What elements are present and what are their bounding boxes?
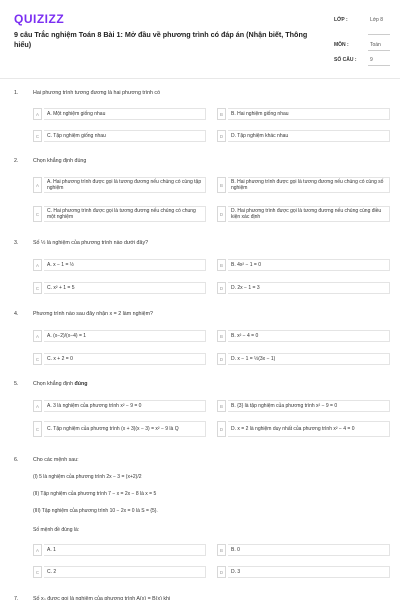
meta-value: Lớp 8 (370, 17, 384, 23)
page-header (0, 0, 400, 78)
quizizz-logo: QUIZIZZ (14, 12, 65, 26)
question-number: 6. (14, 457, 19, 463)
divider (368, 50, 390, 51)
meta-value: 9 (370, 57, 373, 63)
question-text: Cho các mệnh sau: (33, 457, 79, 463)
statement: (III) Tập nghiệm của phương trình 10 − 2x = 0 là S = {5}. (33, 508, 158, 514)
divider (368, 34, 390, 35)
statement: (I) 5 là nghiệm của phương trình 2x − 3 = (x+2)/2 (33, 474, 142, 480)
question-number: 7. (14, 596, 19, 600)
question-number: 3. (14, 240, 19, 246)
question-text: Số x₀ được gọi là nghiệm của phương trình A(x) = B(x) khi (33, 596, 171, 600)
question-text: Chọn khẳng định đúng (33, 381, 88, 387)
question-number: 4. (14, 311, 19, 317)
meta-label: LỚP : (334, 17, 348, 23)
question-number: 5. (14, 381, 19, 387)
divider (368, 65, 390, 66)
question-text: Hai phương trình tương đương là hai phương trình có (33, 90, 161, 96)
question-number: 2. (14, 158, 19, 164)
page-title: 9 câu Trắc nghiệm Toán 8 Bài 1: Mở đầu về phương trình có đáp án (Nhận biết, Thông hiểu) (14, 30, 308, 49)
header-divider (0, 78, 400, 79)
statement: (II) Tập nghiệm của phương trình 7 − x = 2x − 8 là x = 5 (33, 491, 157, 497)
question-text: Số ½ là nghiệm của phương trình nào dưới đây? (33, 240, 149, 246)
meta-label: MÔN : (334, 42, 349, 48)
meta-value: Toán (370, 42, 381, 48)
question-text: Chọn khẳng định đúng (33, 158, 87, 164)
question-text: Phương trình nào sau đây nhận x = 2 làm nghiệm? (33, 311, 153, 317)
meta-label: SỐ CÂU : (334, 57, 357, 63)
question-number: 1. (14, 90, 19, 96)
statement: Số mệnh đề đúng là: (33, 527, 80, 533)
